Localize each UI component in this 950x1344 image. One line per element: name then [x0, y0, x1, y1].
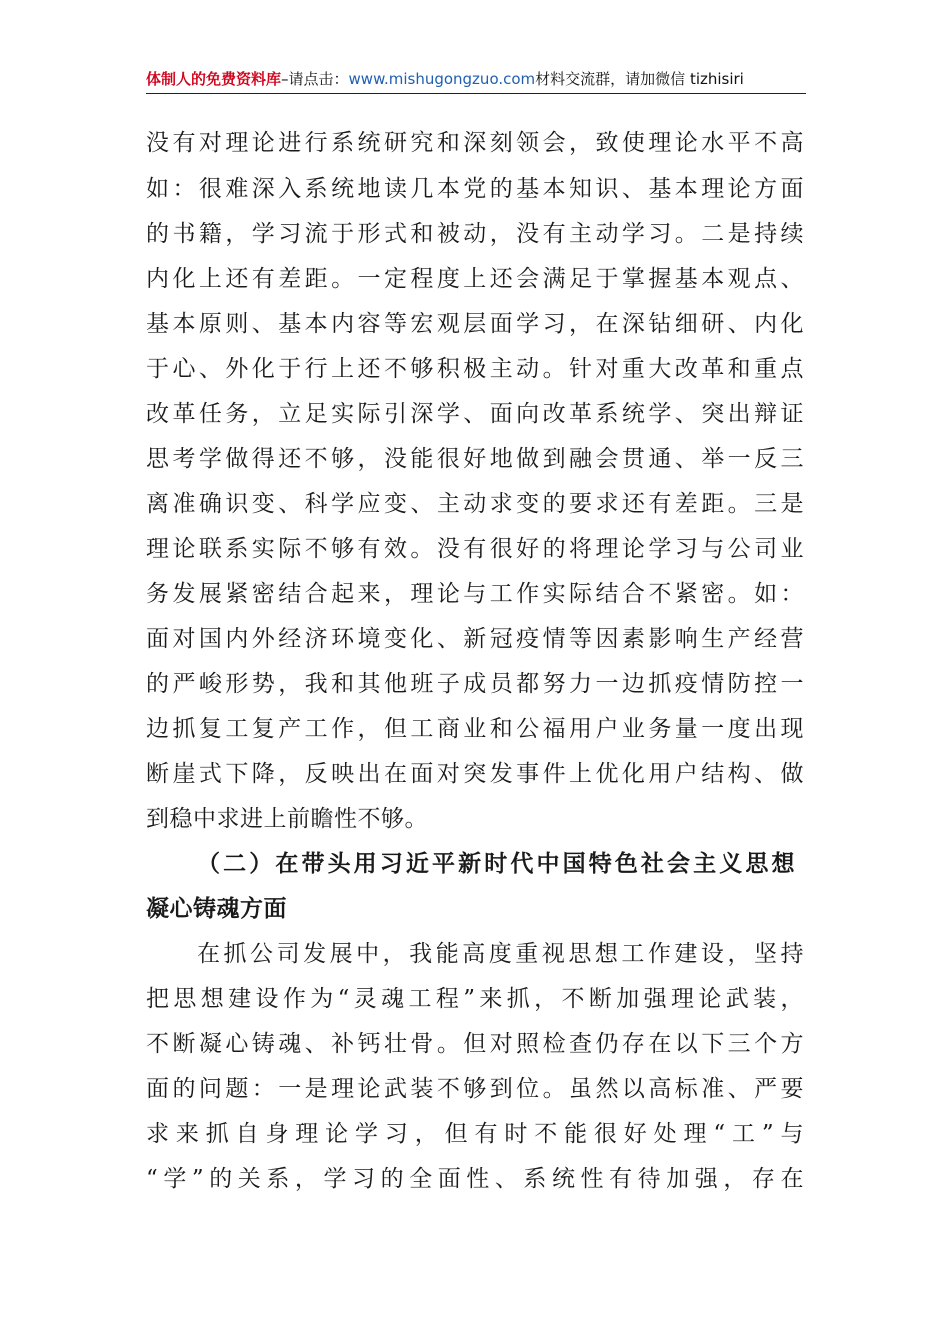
section-line: “学”的关系，学习的全面性、系统性有待加强，存在 [146, 1166, 804, 1192]
page-header [146, 68, 806, 94]
body-line: 内化上还有差距。一定程度上还会满足于掌握基本观点、 [146, 266, 804, 292]
section-line: 面的问题：一是理论武装不够到位。虽然以高标准、严要 [146, 1076, 804, 1102]
body-line: 没有对理论进行系统研究和深刻领会，致使理论水平不高 [146, 130, 804, 156]
section-line: 在抓公司发展中，我能高度重视思想工作建设，坚持 [197, 941, 804, 967]
section-heading: （二）在带头用习近平新时代中国特色社会主义思想 [197, 850, 795, 877]
body-line: 务发展紧密结合起来，理论与工作实际结合不紧密。如： [146, 581, 804, 607]
section-line: 不断凝心铸魂、补钙壮骨。但对照检查仍存在以下三个方 [146, 1031, 804, 1057]
body-line: 边抓复工复产工作，但工商业和公福用户业务量一度出现 [146, 716, 804, 742]
section-line: 求来抓自身理论学习，但有时不能很好处理“工”与 [146, 1121, 804, 1147]
header-site-name: 体制人的免费资料库 [146, 70, 282, 88]
body-line: 于心、外化于行上还不够积极主动。针对重大改革和重点 [146, 356, 804, 382]
header-url-link[interactable]: www.mishugongzuo.com [348, 70, 536, 88]
body-line: 的严峻形势，我和其他班子成员都努力一边抓疫情防控一 [146, 671, 804, 697]
section-heading: 凝心铸魂方面 [146, 895, 287, 922]
body-line: 如：很难深入系统地读几本党的基本知识、基本理论方面 [146, 176, 804, 202]
body-line: 理论联系实际不够有效。没有很好的将理论学习与公司业 [146, 536, 804, 562]
header-prompt: –请点击： [281, 70, 349, 88]
body-line: 基本原则、基本内容等宏观层面学习，在深钻细研、内化 [146, 311, 804, 337]
body-line: 改革任务，立足实际引深学、面向改革系统学、突出辩证 [146, 401, 804, 427]
body-line: 断崖式下降，反映出在面对突发事件上优化用户结构、做 [146, 761, 804, 787]
section-line: 把思想建设作为“灵魂工程”来抓，不断加强理论武装， [146, 986, 804, 1012]
body-line: 离准确识变、科学应变、主动求变的要求还有差距。三是 [146, 491, 804, 517]
body-line: 思考学做得还不够，没能很好地做到融会贯通、举一反三 [146, 446, 804, 472]
header-note: 材料交流群，请加微信 tizhisiri [535, 70, 744, 88]
body-line: 面对国内外经济环境变化、新冠疫情等因素影响生产经营 [146, 626, 804, 652]
body-line: 到稳中求进上前瞻性不够。 [146, 806, 428, 832]
body-line: 的书籍，学习流于形式和被动，没有主动学习。二是持续 [146, 221, 804, 247]
